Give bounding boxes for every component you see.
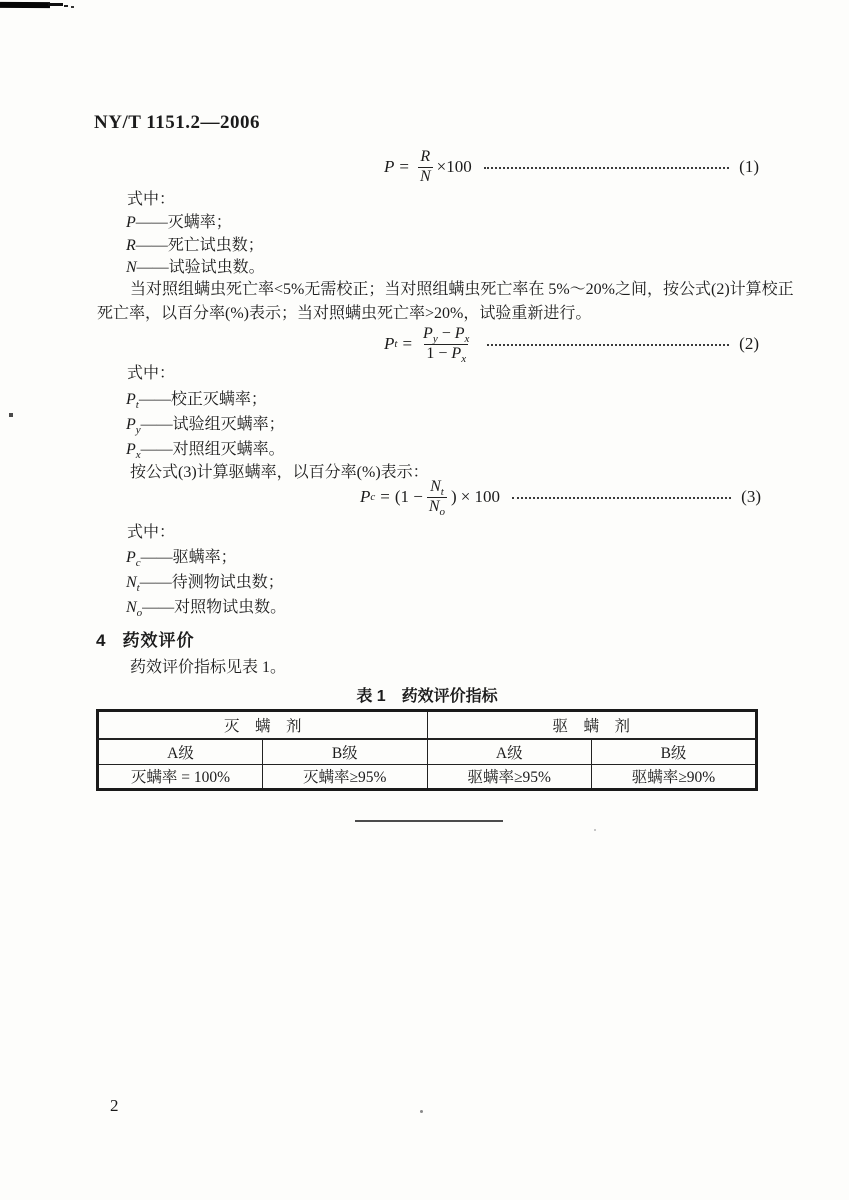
term-subscript: t	[136, 582, 140, 595]
numerator-symbol: P	[454, 325, 465, 343]
term-subscript: o	[136, 607, 143, 620]
value-cell: 驱螨率≥95%	[427, 764, 592, 789]
fraction-numerator	[428, 478, 446, 499]
term-description: ——试验试虫数。	[136, 259, 265, 276]
equation-number-1: (1)	[739, 157, 759, 176]
numerator-subscript: t	[440, 486, 444, 499]
term-description: ——对照组灭螨率。	[140, 441, 285, 458]
denominator-constant: 1 −	[426, 344, 448, 362]
subheader-cell: A级	[98, 739, 263, 764]
definition-item	[126, 236, 264, 256]
group-header-cell: 驱 螨 剂	[427, 711, 756, 739]
group-header-cell: 灭 螨 剂	[98, 711, 427, 739]
value-cell: 灭螨率 = 100%	[98, 764, 263, 789]
table-group-header-row	[98, 711, 756, 739]
term-symbol: P	[126, 441, 136, 458]
equals-sign: =	[402, 334, 413, 353]
formula-3-lhs: P	[360, 487, 371, 506]
equation-number-2: (2)	[739, 334, 759, 353]
term-symbol: N	[126, 574, 137, 591]
term-description: ——驱螨率；	[140, 549, 237, 566]
term-description: ——待测物试虫数；	[139, 574, 284, 591]
term-symbol: P	[126, 214, 136, 231]
body-paragraph-line: 死亡率，以百分率(%)表示；当对照螨虫死亡率>20%，试验重新进行。	[97, 305, 592, 322]
equals-sign: =	[380, 487, 390, 506]
numerator-subscript: x	[464, 333, 470, 346]
where-label: 式中：	[127, 191, 176, 208]
table-subheader-row	[98, 739, 756, 764]
open-paren-constant: (1 −	[394, 487, 423, 506]
term-subscript: t	[135, 399, 139, 412]
minus-sign: −	[441, 325, 451, 343]
scan-speck	[594, 829, 596, 831]
definition-item	[126, 598, 286, 618]
evaluation-table	[97, 710, 757, 790]
formula-1-lhs: P	[384, 157, 395, 176]
fraction-numerator: R	[420, 148, 431, 166]
numerator-subscript: y	[432, 333, 438, 346]
equation-number-3: (3)	[741, 487, 761, 506]
formula-1-body	[384, 148, 472, 186]
denominator-subscript: x	[461, 352, 467, 365]
term-symbol: P	[126, 549, 136, 566]
dot-leader	[512, 497, 731, 499]
scan-speck	[420, 1110, 423, 1113]
value-cell: 驱螨率≥90%	[592, 764, 757, 789]
section-number: 4	[96, 631, 107, 650]
scan-smudge-mark	[48, 3, 63, 6]
where-label: 式中：	[127, 365, 176, 382]
definition-item	[126, 415, 285, 435]
definition-item	[126, 573, 284, 593]
denominator-symbol: N	[428, 497, 440, 515]
definition-item	[126, 258, 265, 278]
subheader-cell: B级	[263, 739, 428, 764]
end-of-section-rule	[355, 820, 503, 822]
body-paragraph-line: 当对照组螨虫死亡率<5%无需校正；当对照组螨虫死亡率在 5%～20%之间，按公式(2)计算校正	[130, 281, 794, 298]
formula-2-body: P t = $\frac{P_y - P_x}{1 - P_x}$	[384, 325, 470, 365]
table-value-row	[98, 764, 756, 789]
definition-item	[126, 440, 285, 460]
dot-leader	[484, 167, 729, 169]
term-description: ——对照物试虫数。	[142, 599, 287, 616]
body-paragraph-line: 药效评价指标见表 1。	[130, 659, 287, 676]
dot-leader	[487, 344, 729, 346]
where-label: 式中：	[127, 524, 176, 541]
subheader-cell: A级	[427, 739, 592, 764]
term-description: ——校正灭螨率；	[138, 391, 267, 408]
term-symbol: N	[126, 259, 137, 276]
standard-number: NY/T 1151.2—2006	[94, 112, 261, 133]
definition-item	[126, 213, 232, 233]
formula-2-lhs: P	[384, 334, 395, 353]
formula-3-multiplier: × 100	[460, 487, 501, 506]
fraction-denominator	[427, 497, 447, 516]
formula-1	[384, 144, 759, 190]
denominator-symbol: P	[451, 344, 462, 362]
definition-item	[126, 390, 267, 410]
equals-sign: =	[399, 157, 409, 176]
formula-1-multiplier: ×100	[436, 157, 472, 176]
subheader-cell: B级	[592, 739, 757, 764]
term-symbol: P	[126, 416, 136, 433]
denominator-subscript: o	[439, 505, 446, 518]
formula-1-fraction	[418, 148, 433, 186]
formula-3-body: P c = (1 − $\frac{N_t}{N_o}$ ) × 100	[360, 478, 501, 518]
numerator-symbol: P	[423, 325, 433, 343]
term-symbol: R	[126, 237, 136, 254]
term-subscript: c	[135, 557, 141, 570]
scan-smudge-mark	[71, 6, 74, 8]
numerator-symbol: N	[430, 478, 441, 496]
value-cell: 灭螨率≥95%	[263, 764, 428, 789]
body-paragraph-line: 按公式(3)计算驱螨率，以百分率(%)表示：	[130, 464, 429, 481]
term-symbol: P	[126, 391, 136, 408]
term-description: ——试验组灭螨率；	[140, 416, 285, 433]
section-heading	[96, 626, 194, 651]
term-subscript: y	[135, 424, 141, 437]
table-caption: 表 1 药效评价指标	[356, 688, 498, 705]
page-number: 2	[110, 1096, 119, 1115]
scan-speck	[9, 413, 13, 417]
fraction-numerator	[421, 325, 471, 346]
term-symbol: N	[126, 599, 137, 616]
fraction-denominator	[424, 344, 468, 363]
section-title: 药效评价	[122, 631, 195, 650]
term-subscript: x	[135, 449, 141, 462]
formula-2	[384, 320, 759, 368]
formula-3	[360, 474, 761, 520]
definition-item	[126, 548, 237, 568]
term-description: ——灭螨率；	[135, 214, 232, 231]
formula-3-fraction	[427, 478, 447, 516]
close-paren: )	[451, 487, 457, 506]
formula-2-fraction	[421, 325, 471, 363]
scan-smudge-mark	[64, 5, 68, 7]
fraction-denominator: N	[419, 167, 431, 185]
scan-smudge-mark	[0, 2, 50, 8]
term-description: ——死亡试虫数；	[135, 237, 264, 254]
